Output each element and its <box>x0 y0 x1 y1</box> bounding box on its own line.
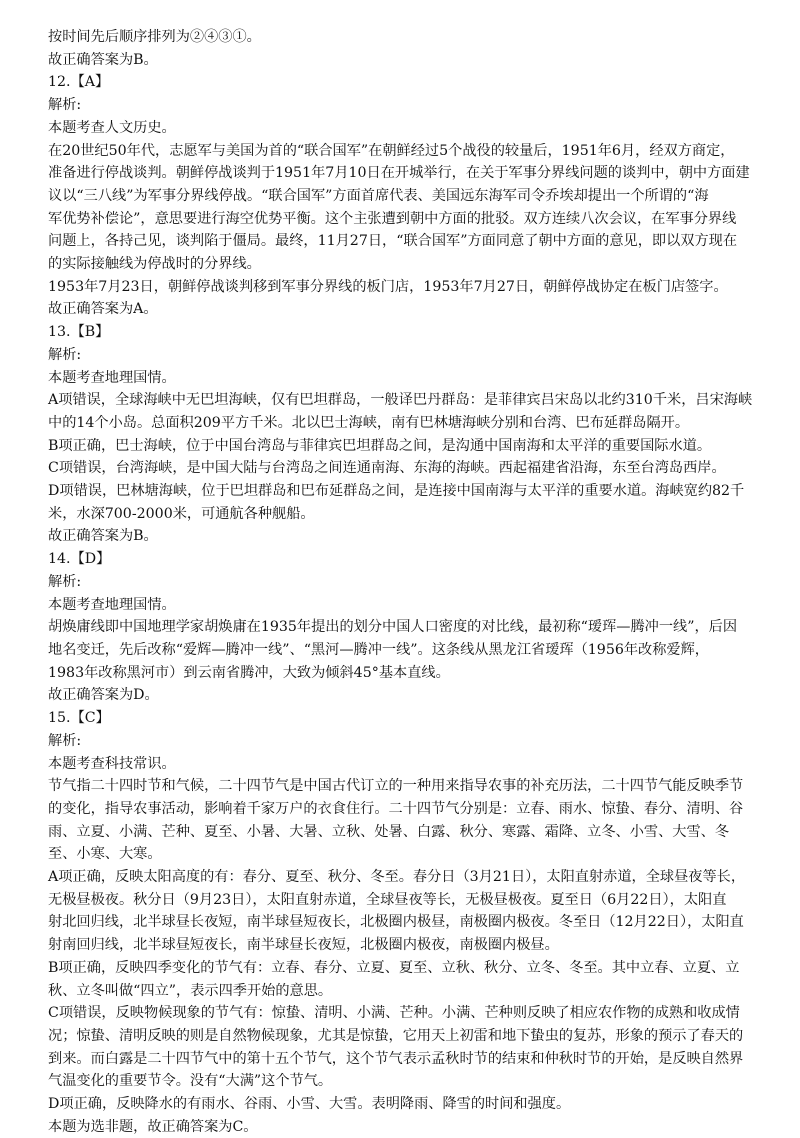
question-number: 14.【D】 <box>48 551 111 568</box>
text-line: 按时间先后顺序排列为②④③①。 <box>48 29 261 45</box>
text-line: 在20世纪50年代，志愿军与美国为首的“联合国军”在朝鲜经过5个战役的较量后，1951年6月，经双方商定， <box>48 142 735 159</box>
text-line: 本题为选非题，故正确答案为C。 <box>48 1118 258 1135</box>
text-line: 米，水深700-2000米，可通航各种舰船。 <box>48 505 315 522</box>
text-line: 射北回归线，北半球昼长夜短，南半球昼短夜长，北极圈内极昼，南极圈内极夜。冬至日（12月22日），太阳直 <box>48 914 744 931</box>
text-line: 的实际接触线为停战时的分界线。 <box>48 256 261 273</box>
text-line: B项正确，巴士海峡，位于中国台湾岛与菲律宾巴坦群岛之间，是沟通中国南海和太平洋的重要国际水道。 <box>48 437 712 454</box>
text-line: 雨、立夏、小满、芒种、夏至、小暑、大暑、立秋、处暑、白露、秋分、寒露、霜降、立冬、小雪、大雪、冬 <box>48 823 730 840</box>
question-number: 13.【B】 <box>48 324 110 341</box>
text-line: 1983年改称黑河市）到云南省腾冲，大致为倾斜45°基本直线。 <box>48 664 450 681</box>
text-line: B项正确，反映四季变化的节气有：立春、春分、立夏、夏至、立秋、秋分、立冬、冬至。其中立春、立夏、立 <box>48 959 740 976</box>
analysis-label: 解析: <box>48 732 82 749</box>
text-line: 无极昼极夜。秋分日（9月23日），太阳直射赤道，全球昼夜等长，无极昼极夜。夏至日（6月22日），太阳直 <box>48 891 727 908</box>
analysis-label: 解析: <box>48 97 82 114</box>
answer-line: 故正确答案为B。 <box>48 528 158 545</box>
text-line: D项错误，巴林塘海峡，位于巴坦群岛和巴布延群岛之间，是连接中国南海与太平洋的重要水道。海峡宽约82千 <box>48 483 745 500</box>
text-line: 射南回归线，北半球昼短夜长，南半球昼长夜短，北极圈内极夜，南极圈内极昼。 <box>48 937 559 954</box>
answer-line: 故正确答案为D。 <box>48 687 159 704</box>
text-line: 问题上，各持己见，谈判陷于僵局。最终，11月27日，“联合国军”方面同意了朝中方面的意见，即以双方现在 <box>48 233 738 250</box>
question-number: 15.【C】 <box>48 710 110 727</box>
text-line: 胡焕庸线即中国地理学家胡焕庸在1935年提出的划分中国人口密度的对比线，最初称“瑷珲—腾冲一线”，后因 <box>48 619 738 636</box>
topic-line: 本题考查人文历史。 <box>48 119 176 136</box>
topic-line: 本题考查地理国情。 <box>48 596 176 613</box>
text-line: D项正确，反映降水的有雨水、谷雨、小雪、大雪。表明降雨、降雪的时间和强度。 <box>48 1096 571 1113</box>
text-line: 中的14个小岛。总面积209平方千米。北以巴士海峡，南有巴林塘海峡分别和台湾、巴布延群岛隔开。 <box>48 414 690 431</box>
text-line: 节气指二十四时节和气候，二十四节气是中国古代订立的一种用来指导农事的补充历法，二十四节气能反映季节 <box>48 778 744 795</box>
answer-line: 故正确答案为B。 <box>48 51 158 68</box>
topic-line: 本题考查科技常识。 <box>48 755 176 772</box>
text-line: 准备进行停战谈判。朝鲜停战谈判于1951年7月10日在开城举行，在关于军事分界线问题的谈判中，朝中方面建 <box>48 165 750 182</box>
text-line: 1953年7月23日，朝鲜停战谈判移到军事分界线的板门店，1953年7月27日，朝鲜停战协定在板门店签字。 <box>48 278 728 295</box>
text-line: 军优势补偿论”，意思要进行海空优势平衡。这个主张遭到朝中方面的批驳。双方连续八次会议，在军事分界线 <box>48 210 737 227</box>
analysis-label: 解析: <box>48 573 82 590</box>
text-line: 的变化，指导农事活动，影响着千家万户的衣食住行。二十四节气分别是：立春、雨水、惊蛰、春分、清明、谷 <box>48 800 744 817</box>
text-line: 议以“三八线”为军事分界线停战。“联合国军”方面首席代表、美国远东海军司令乔埃却提出一个所谓的“海 <box>48 187 709 204</box>
text-line: 况；惊蛰、清明反映的则是自然物候现象，尤其是惊蛰，它用天上初雷和地下蛰虫的复苏，形象的预示了春天的 <box>48 1027 744 1044</box>
text-line: A项错误，全球海峡中无巴坦海峡，仅有巴坦群岛，一般译巴丹群岛：是菲律宾吕宋岛以北约310千米，吕宋海峡 <box>48 392 753 409</box>
text-line: C项错误，反映物候现象的节气有：惊蛰、清明、小满、芒种。小满、芒种则反映了相应农作物的成熟和收成情 <box>48 1005 740 1022</box>
text-line: 气温变化的重要节令。没有“大满”这个节气。 <box>48 1073 333 1090</box>
analysis-label: 解析: <box>48 346 82 363</box>
text-line: 地名变迁，先后改称“爱辉—腾冲一线”、“黑河—腾冲一线”。这条线从黑龙江省瑷珲（1956年改称爱辉， <box>48 641 709 658</box>
topic-line: 本题考查地理国情。 <box>48 369 176 386</box>
answer-line: 故正确答案为A。 <box>48 301 158 318</box>
text-line: 到来。而白露是二十四节气中的第十五个节气，这个节气表示孟秋时节的结束和仲秋时节的开始，是反映自然界 <box>48 1050 744 1067</box>
text-line: 秋、立冬叫做“四立”，表示四季开始的意思。 <box>48 982 333 999</box>
question-number: 12.【A】 <box>48 74 110 91</box>
text-line: A项正确，反映太阳高度的有：春分、夏至、秋分、冬至。春分日（3月21日），太阳直射赤道，全球昼夜等长， <box>48 869 746 886</box>
text-line: C项错误，台湾海峡，是中国大陆与台湾岛之间连通南海、东海的海峡。西起福建省沿海，东至台湾岛西岸。 <box>48 460 726 477</box>
text-line: 至、小寒、大寒。 <box>48 846 162 863</box>
